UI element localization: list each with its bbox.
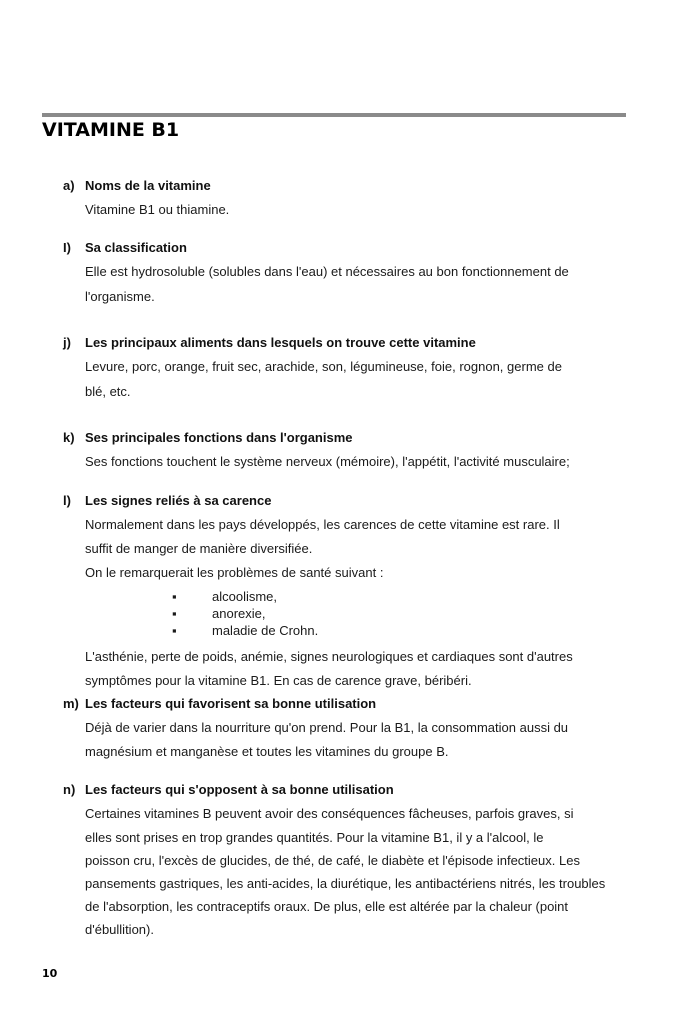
section-m-label: m) <box>63 696 79 711</box>
section-j-line-2: blé, etc. <box>85 384 131 399</box>
section-n-label: n) <box>63 782 76 797</box>
section-n-line-5: de l'absorption, les contraceptifs oraux. De plus, elle est altérée par la chaleur (point <box>85 899 569 914</box>
section-n-line-4: pansements gastriques, les anti-acides, la diurétique, les antibactériens nitrés, les troubles <box>85 876 606 891</box>
bullet-marker: ▪ <box>172 589 177 604</box>
bullet-item-alcoolisme: alcoolisme, <box>212 589 278 604</box>
section-l-line-1: Normalement dans les pays développés, les carences de cette vitamine est rare. Il <box>85 517 560 532</box>
section-n-heading <box>63 782 394 797</box>
section-n-line-1: Certaines vitamines B peuvent avoir des conséquences fâcheuses, parfois graves, si <box>85 806 574 821</box>
section-m-heading <box>63 696 376 711</box>
section-l-line-2: suffit de manger de manière diversifiée. <box>85 541 313 556</box>
section-k-label: k) <box>63 430 75 445</box>
section-i-heading <box>63 240 187 255</box>
section-k-line-1: Ses fonctions touchent le système nerveux (mémoire), l'appétit, l'activité musculaire; <box>85 454 570 469</box>
section-m-line-2: magnésium et manganèse et toutes les vitamines du groupe B. <box>85 744 449 759</box>
section-l-title: Les signes reliés à sa carence <box>85 493 272 508</box>
section-n-line-2: elles sont prises en trop grandes quantités. Pour la vitamine B1, il y a l'alcool, le <box>85 830 544 845</box>
section-j-line-1: Levure, porc, orange, fruit sec, arachide, son, légumineuse, foie, rognon, germe de <box>85 359 562 374</box>
section-k-heading <box>63 430 353 445</box>
section-l-after-line-2: symptômes pour la vitamine B1. En cas de carence grave, béribéri. <box>85 673 472 688</box>
section-n-line-3: poisson cru, l'excès de glucides, de thé, de café, le diabète et l'épisode infectieux. Les <box>85 853 580 868</box>
bullet-marker: ▪ <box>172 623 177 638</box>
section-a-line-1: Vitamine B1 ou thiamine. <box>85 202 230 217</box>
section-l-line-3: On le remarquerait les problèmes de santé suivant : <box>85 565 384 580</box>
section-n-title: Les facteurs qui s'opposent à sa bonne utilisation <box>85 782 394 797</box>
section-k-title: Ses principales fonctions dans l'organisme <box>85 430 353 445</box>
section-a-label: a) <box>63 178 75 193</box>
section-l-after-line-1: L'asthénie, perte de poids, anémie, signes neurologiques et cardiaques sont d'autres <box>85 649 573 664</box>
section-i-line-2: l'organisme. <box>85 289 155 304</box>
bullet-item-crohn: maladie de Crohn. <box>212 623 319 638</box>
top-rule <box>42 113 626 117</box>
section-n-line-6: d'ébullition). <box>85 922 154 937</box>
section-m-line-1: Déjà de varier dans la nourriture qu'on prend. Pour la B1, la consommation aussi du <box>85 720 569 735</box>
section-j-label: j) <box>63 335 71 350</box>
section-j-heading <box>63 335 476 350</box>
section-l-label: l) <box>63 493 71 508</box>
section-i-label: I) <box>63 240 71 255</box>
section-i-title: Sa classification <box>85 240 187 255</box>
section-j-title: Les principaux aliments dans lesquels on trouve cette vitamine <box>85 335 476 350</box>
bullet-item-anorexie: anorexie, <box>212 606 266 621</box>
section-m-title: Les facteurs qui favorisent sa bonne utilisation <box>85 696 377 711</box>
bullet-marker: ▪ <box>172 606 177 621</box>
section-l-heading <box>63 493 271 508</box>
section-a-title: Noms de la vitamine <box>85 178 211 193</box>
section-a-heading <box>63 178 211 193</box>
page-number: 10 <box>42 967 58 980</box>
section-i-line-1: Elle est hydrosoluble (solubles dans l'eau) et nécessaires au bon fonctionnement de <box>85 264 569 279</box>
page-title: VITAMINE B1 <box>42 119 180 141</box>
